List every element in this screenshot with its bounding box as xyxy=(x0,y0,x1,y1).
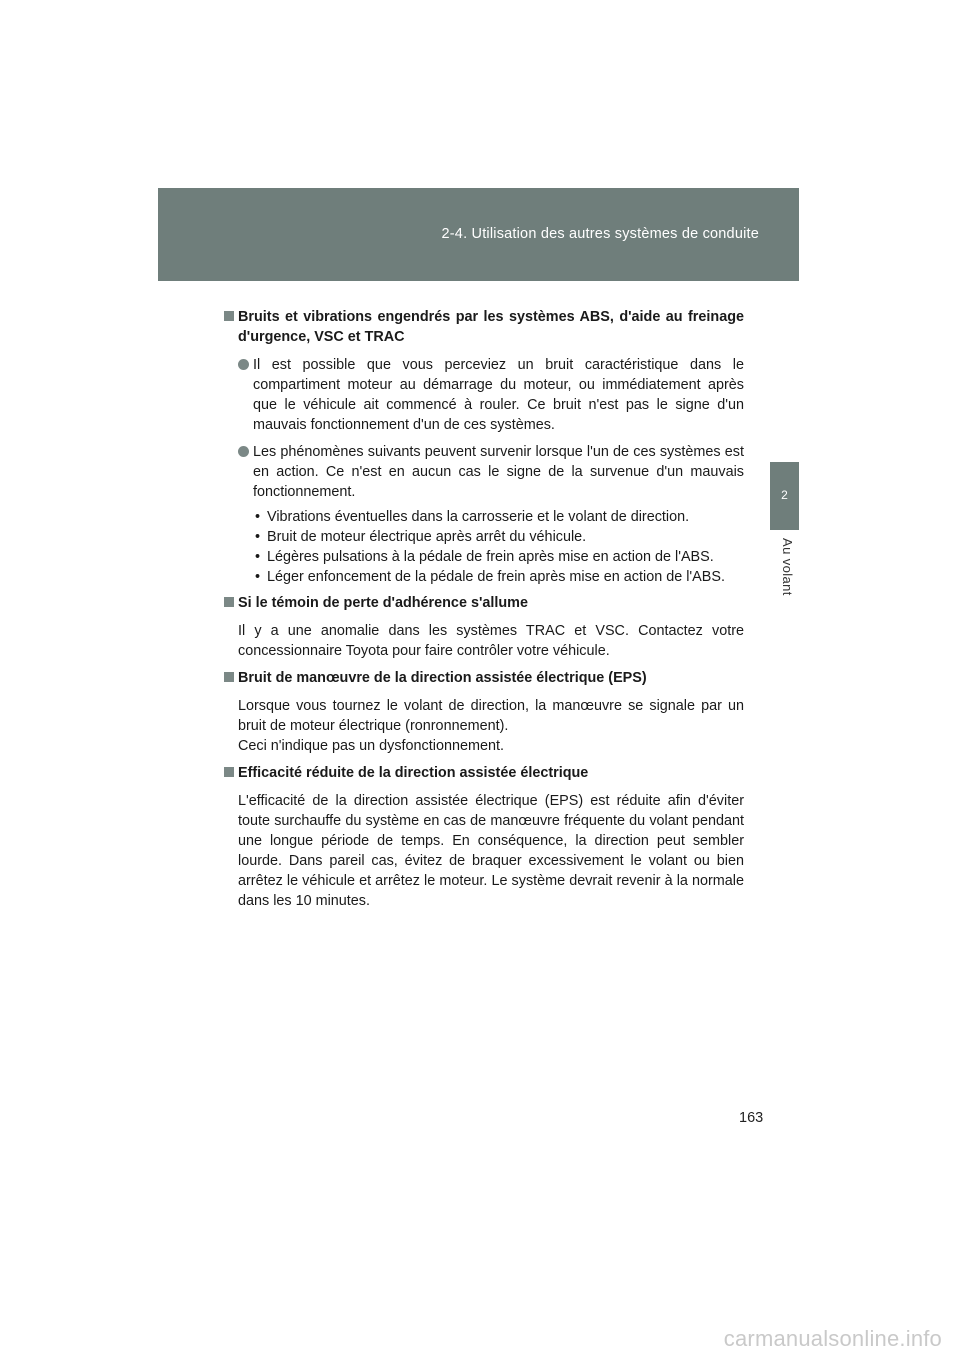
list-item xyxy=(253,567,744,587)
section-heading xyxy=(224,593,744,613)
circle-bullet-icon xyxy=(238,446,249,457)
section-heading-text: Si le témoin de perte d'adhérence s'allume xyxy=(238,595,528,611)
watermark: carmanualsonline.info xyxy=(723,1326,942,1351)
section-title: 2-4. Utilisation des autres systèmes de conduite xyxy=(441,226,759,242)
paragraph-line: Ceci n'indique pas un dysfonctionnement. xyxy=(238,738,504,754)
list-item xyxy=(253,507,744,527)
paragraph xyxy=(224,696,744,756)
section-heading xyxy=(224,668,744,688)
section-heading-text: Efficacité réduite de la direction assistée électrique xyxy=(238,765,589,781)
paragraph: L'efficacité de la direction assistée électrique (EPS) est réduite afin d'éviter toute surchauffe du système en cas de manœuvre fréquente du volant pendant une longue période de temps. En conséquence, la direction peut sembler lourde. Dans pareil cas, évitez de braquer excessivement le volant ou bien arrêtez le véhicule et arrêtez le moteur. Le système devrait revenir à la normale dans les 10 minutes. xyxy=(238,793,744,909)
list-item-text: Bruit de moteur électrique après arrêt du véhicule. xyxy=(267,529,587,545)
square-bullet-icon xyxy=(224,767,234,777)
chapter-tab xyxy=(770,462,799,530)
bullet-icon: • xyxy=(255,549,261,565)
bullet-icon: • xyxy=(255,569,261,585)
square-bullet-icon xyxy=(224,672,234,682)
circle-bullet-icon xyxy=(238,359,249,370)
bullet-icon: • xyxy=(255,509,261,525)
list-item xyxy=(253,527,744,547)
square-bullet-icon xyxy=(224,311,234,321)
list-item-text: Légères pulsations à la pédale de frein après mise en action de l'ABS. xyxy=(267,549,714,565)
list-item xyxy=(253,547,744,567)
page-content xyxy=(224,307,744,918)
list-item-text: Léger enfoncement de la pédale de frein après mise en action de l'ABS. xyxy=(267,569,725,585)
circle-point-text: Il est possible que vous perceviez un bruit caractéristique dans le compartiment moteur au démarrage du moteur, ou immédiatement après que le véhicule ait commencé à rouler. Ce bruit n'est pas le signe d'un mauvais fonctionnement d'un de ces systèmes. xyxy=(253,357,744,433)
circle-point xyxy=(224,442,744,502)
section-heading-text: Bruit de manœuvre de la direction assistée électrique (EPS) xyxy=(238,670,647,686)
bullet-icon: • xyxy=(255,529,261,545)
paragraph: Il y a une anomalie dans les systèmes TRAC et VSC. Contactez votre concessionnaire Toyota pour faire contrôler votre véhicule. xyxy=(238,623,744,659)
bullet-list xyxy=(253,507,744,587)
list-item-text: Vibrations éventuelles dans la carrosserie et le volant de direction. xyxy=(267,509,690,525)
section-heading xyxy=(224,763,744,783)
circle-point xyxy=(224,355,744,435)
section-heading-text: Bruits et vibrations engendrés par les systèmes ABS, d'aide au freinage d'urgence, VSC et TRAC xyxy=(238,309,744,345)
chapter-label: Au volant xyxy=(780,538,795,596)
chapter-number: 2 xyxy=(781,488,788,502)
section-heading xyxy=(224,307,744,347)
circle-point-text: Les phénomènes suivants peuvent survenir lorsque l'un de ces systèmes est en action. Ce n'est en aucun cas le signe de la survenue d'un mauvais fonctionnement. xyxy=(253,444,744,500)
paragraph-line: Lorsque vous tournez le volant de direction, la manœuvre se signale par un bruit de moteur électrique (ronronnement). xyxy=(238,698,744,734)
header-bar xyxy=(158,188,799,281)
page-number: 163 xyxy=(739,1110,764,1126)
square-bullet-icon xyxy=(224,597,234,607)
